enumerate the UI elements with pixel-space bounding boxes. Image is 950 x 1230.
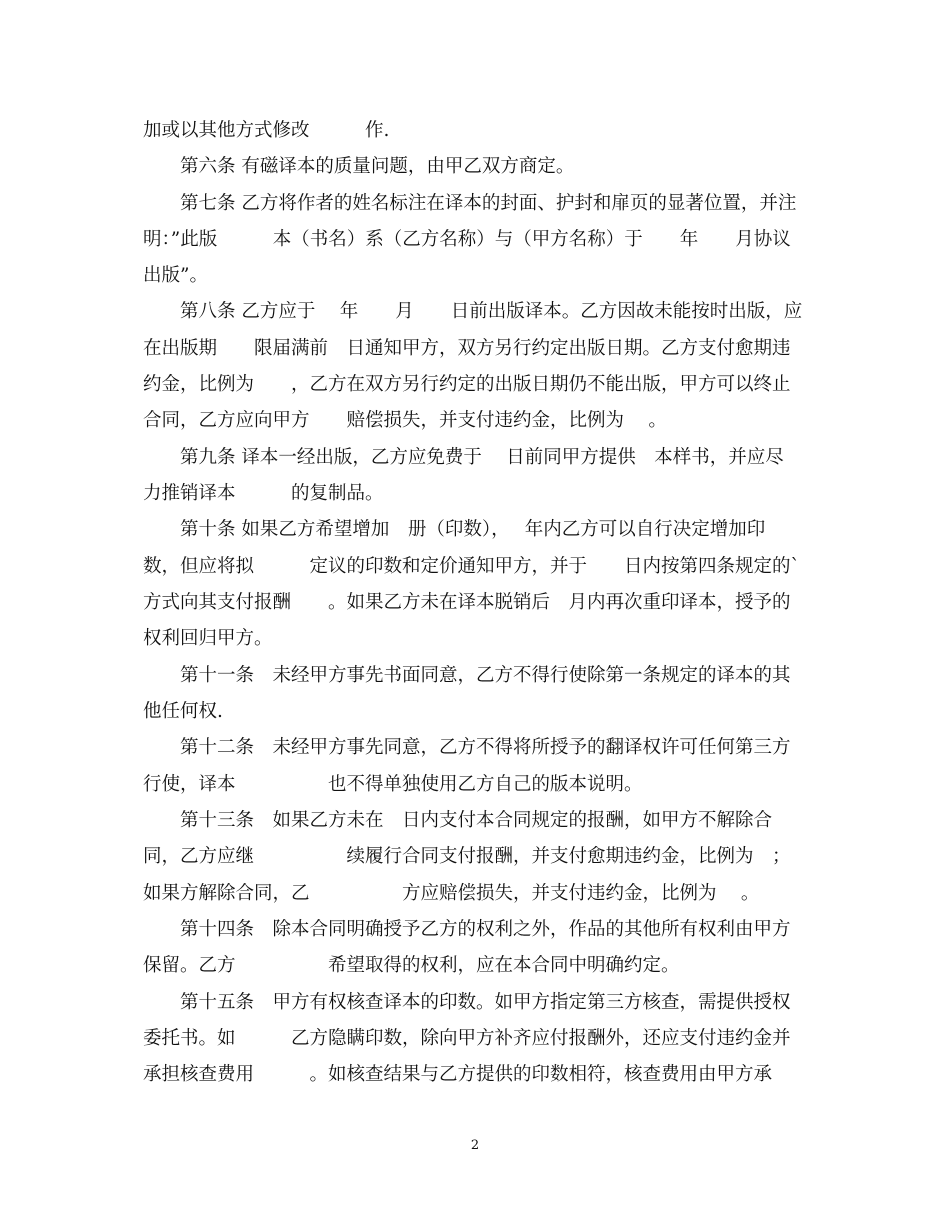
text-line: 保留。乙方 希望取得的权利，应在本合同中明确约定。: [143, 955, 680, 976]
text-line: 第八条 乙方应于 年 月 日前出版译本。乙方因故未能按时出版，应: [143, 301, 803, 322]
text-line: 数，但应将拟 定议的印数和定价通知甲方，并于 日内按第四条规定的`: [143, 556, 800, 577]
text-line: 第十五条 甲方有权核查译本的印数。如甲方指定第三方核查，需提供授权: [143, 992, 791, 1013]
text-line: 约金，比例为 ，乙方在双方另行约定的出版日期仍不能出版，甲方可以终止: [143, 374, 791, 395]
text-line: 第十四条 除本合同明确授予乙方的权利之外，作品的其他所有权利由甲方: [143, 919, 791, 940]
text-line: 在出版期 限届满前 日通知甲方，双方另行约定出版日期。乙方支付愈期违: [143, 338, 791, 359]
text-line: 如果方解除合同，乙 方应赔偿损失，并支付违约金，比例为 。: [143, 883, 760, 904]
text-line: 力推销译本 的复制品。: [143, 483, 384, 504]
text-line: 方式向其支付报酬 。如果乙方未在译本脱销后 月内再次重印译本，授予的: [143, 592, 791, 613]
text-line: 第十二条 未经甲方事先同意，乙方不得将所授予的翻译权许可任何第三方: [143, 737, 791, 758]
text-line: 第十条 如果乙方希望增加 册（印数）， 年内乙方可以自行决定增加印: [143, 519, 766, 540]
text-line: 同，乙方应继 续履行合同支付报酬，并支付愈期违约金，比例为 ；: [143, 846, 791, 867]
text-line: 他任何权.: [143, 701, 223, 722]
text-line: 明：”此版 本（书名）系（乙方名称）与（甲方名称）于 年 月协议: [143, 229, 791, 250]
text-line: 第九条 译本一经出版，乙方应免费于 日前同甲方提供 本样书，并应尽: [143, 447, 784, 468]
text-line: 权利回归甲方。: [143, 628, 273, 649]
text-line: 第七条 乙方将作者的姓名标注在译本的封面、护封和扉页的显著位置，并注: [143, 193, 797, 214]
text-line: 合同，乙方应向甲方 赔偿损失，并支付违约金，比例为 。: [143, 410, 667, 431]
text-line: 第十一条 未经甲方事先书面同意，乙方不得行使除第一条规定的译本的其: [143, 665, 791, 686]
text-line: 出版”。: [143, 265, 208, 286]
text-line: 承担核查费用 。如核查结果与乙方提供的印数相符，核查费用由甲方承: [143, 1064, 773, 1085]
text-line: 第十三条 如果乙方未在 日内支付本合同规定的报酬，如甲方不解除合: [143, 810, 773, 831]
text-line: 委托书。如 乙方隐瞒印数，除向甲方补齐应付报酬外，还应支付违约金并: [143, 1028, 791, 1049]
page-number: 2: [470, 1138, 480, 1153]
text-line: 行使，译本 也不得单独使用乙方自己的版本说明。: [143, 774, 643, 795]
text-line: 加或以其他方式修改 作.: [143, 120, 390, 141]
text-line: 第六条 有磁译本的质量问题，由甲乙双方商定。: [143, 156, 575, 177]
